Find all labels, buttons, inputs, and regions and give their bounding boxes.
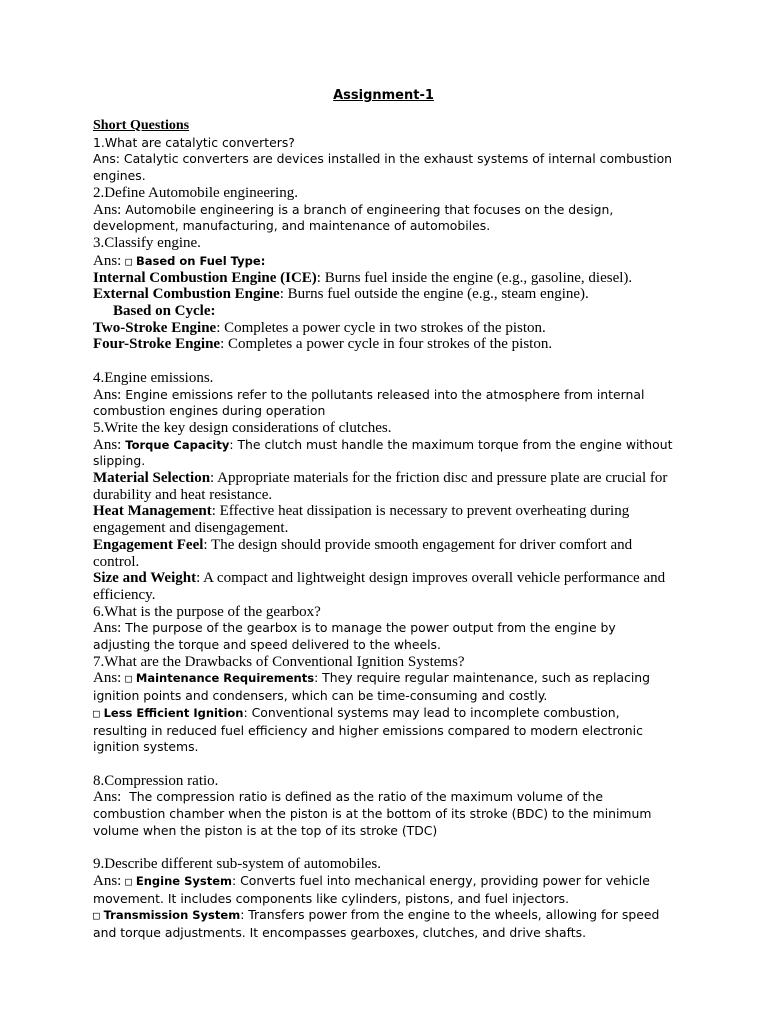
desc: : They require regular maintenance, such as replacing ignition points and condensers, which can be time-consuming and costly.	[93, 670, 650, 704]
engine-type-ece	[93, 286, 673, 303]
ans-label: Ans:	[93, 252, 122, 269]
question-3: 3.Classify engine.	[93, 234, 201, 251]
ans-label: Ans:	[93, 620, 122, 637]
term: Heat Management	[93, 503, 212, 520]
answer-text: Engine emissions refer to the pollutants released into the atmosphere from internal combustion engines during operation	[93, 386, 645, 419]
question-7: 7.What are the Drawbacks of Conventional Ignition Systems?	[93, 653, 465, 670]
desc: : Conventional systems may lead to incomplete combustion, resulting in reduced fuel efficiency and higher emissions compared to modern electronic ignition systems.	[93, 704, 643, 755]
desc: : Completes a power cycle in four strokes of the piston.	[220, 336, 553, 353]
term: Two-Stroke Engine	[93, 319, 217, 336]
term: Maintenance Requirements	[135, 671, 315, 686]
term: External Combustion Engine	[93, 286, 280, 303]
term: Transmission System	[103, 908, 241, 923]
question-5: 5.Write the key design considerations of clutches.	[93, 419, 392, 436]
fuel-type-heading: Based on Fuel Type:	[135, 253, 266, 268]
term: Internal Combustion Engine (ICE)	[93, 269, 317, 286]
ans-label: Ans:	[93, 872, 122, 889]
cycle-heading: Based on Cycle:	[113, 303, 216, 320]
desc: : Converts fuel into mechanical energy, providing power for vehicle movement. It includes components like cylinders, pistons, and fuel injectors.	[93, 872, 650, 906]
desc: : Burns fuel outside the engine (e.g., steam engine).	[279, 286, 589, 303]
desc: : Burns fuel inside the engine (e.g., gasoline, diesel).	[316, 269, 633, 286]
page-title: Assignment-1	[333, 88, 434, 103]
ans-label: Ans:	[93, 670, 122, 687]
term: Four-Stroke Engine	[93, 336, 221, 353]
ignition-drawback	[93, 705, 673, 756]
desc: : The design should provide smooth engagement for driver comfort and control.	[93, 536, 633, 570]
answer-2	[93, 202, 673, 235]
answer-1	[93, 151, 673, 184]
term: Engagement Feel	[93, 536, 204, 553]
question-8: 8.Compression ratio.	[93, 772, 219, 789]
question-9: 9.Describe different sub-system of automobiles.	[93, 856, 381, 873]
bullet-box-icon: □	[125, 672, 132, 686]
answer-6	[93, 620, 673, 653]
bullet-box-icon: □	[125, 874, 132, 888]
desc: : Effective heat dissipation is necessary to prevent overheating during engagement and disengagement.	[93, 503, 630, 537]
question-4: 4.Engine emissions.	[93, 369, 214, 386]
bullet-box-icon: □	[125, 254, 132, 268]
question-1: 1.What are catalytic converters?	[93, 134, 295, 150]
spacer	[93, 756, 673, 773]
ans-label: Ans:	[93, 151, 120, 167]
ans-label: Ans:	[93, 386, 122, 403]
bullet-box-icon: □	[93, 909, 100, 923]
ans-label: Ans:	[93, 436, 122, 453]
question-2: 2.Define Automobile engineering.	[93, 184, 298, 201]
clutch-material	[93, 470, 673, 503]
desc: : Transfers power from the engine to the wheels, allowing for speed and torque adjustments. It encompasses gearboxes, clutches, and drive shafts.	[93, 907, 660, 940]
bullet-box-icon: □	[93, 706, 100, 720]
answer-4	[93, 387, 673, 420]
spacer	[93, 353, 673, 370]
engine-type-four-stroke	[93, 336, 673, 353]
desc: : Appropriate materials for the friction disc and pressure plate are crucial for durability and heat resistance.	[93, 470, 668, 503]
ans-label: Ans:	[93, 201, 122, 218]
clutch-feel	[93, 537, 673, 570]
term: Material Selection	[93, 470, 211, 487]
engine-type-two-stroke	[93, 320, 673, 337]
clutch-heat	[93, 503, 673, 536]
document-page	[93, 86, 673, 942]
section-heading: Short Questions	[93, 118, 190, 133]
answer-9	[93, 873, 673, 907]
answer-3	[93, 252, 673, 270]
clutch-size	[93, 570, 673, 603]
answer-text: Automobile engineering is a branch of engineering that focuses on the design, development, manufacturing, and maintenance of automobiles.	[93, 201, 614, 234]
answer-text: The purpose of the gearbox is to manage the power output from the engine by adjusting the torque and speed delivered to the wheels.	[93, 620, 616, 653]
answer-text: Catalytic converters are devices installed in the exhaust systems of internal combustion engines.	[93, 151, 673, 184]
answer-text: The compression ratio is defined as the ratio of the maximum volume of the combustion chamber when the piston is at the bottom of its stroke (BDC) to the minimum volume when the piston is at the top of its stroke (TDC)	[93, 789, 652, 838]
term: Less Efficient Ignition	[103, 705, 244, 720]
ans-label: Ans:	[93, 789, 122, 806]
answer-5	[93, 437, 673, 470]
question-6: 6.What is the purpose of the gearbox?	[93, 603, 321, 620]
spacer	[93, 840, 673, 857]
desc: : The clutch must handle the maximum torque from the engine without slipping.	[93, 436, 673, 469]
transmission-system	[93, 907, 673, 941]
answer-7	[93, 670, 673, 704]
engine-type-ice	[93, 270, 673, 287]
desc: : Completes a power cycle in two strokes of the piston.	[216, 319, 546, 336]
term: Engine System	[135, 873, 232, 888]
term: Torque Capacity	[125, 437, 230, 452]
term: Size and Weight	[93, 570, 197, 587]
answer-8	[93, 789, 673, 839]
desc: : A compact and lightweight design improves overall vehicle performance and efficiency.	[93, 570, 666, 603]
